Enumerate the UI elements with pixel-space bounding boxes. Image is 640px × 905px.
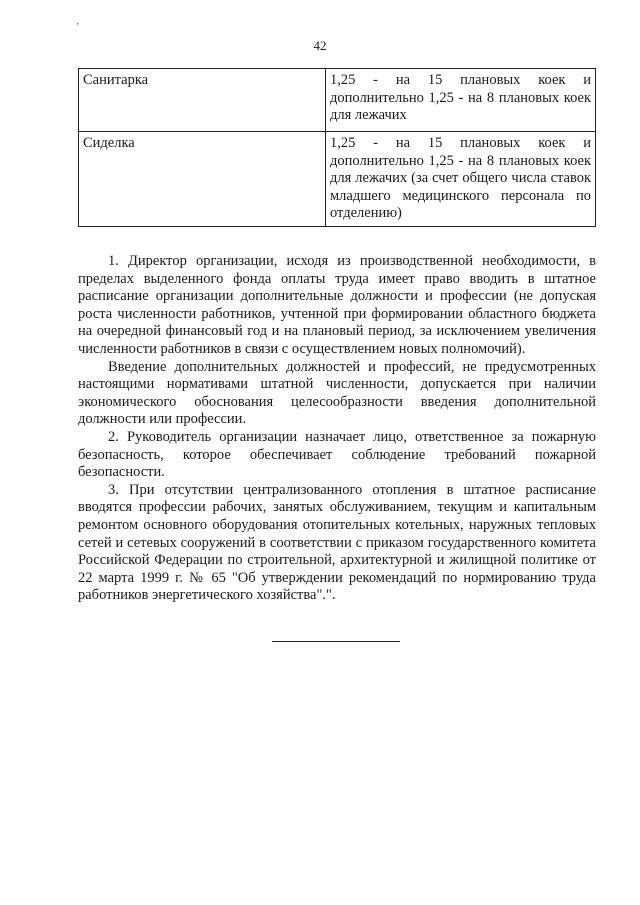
table-row [79, 132, 596, 227]
position-cell: Санитарка [79, 69, 326, 132]
paragraph-item-1-note: Введение дополнительных должностей и профессий, не предусмотренных настоящими нормативами штатной численности, допускается при наличии экономического обоснования целесообразности введения дополнительной должности или профессии. [78, 358, 596, 428]
closing-divider [272, 641, 400, 642]
scan-mark: ‚ [76, 16, 80, 27]
norm-cell: 1,25 - на 15 плановых коек и дополнительно 1,25 - на 8 плановых коек для лежачих (за счет общего числа ставок младшего медицинского персонала по отделению) [326, 132, 596, 227]
paragraph-item-3: 3. При отсутствии централизованного отопления в штатное расписание вводятся профессии рабочих, занятых обслуживанием, текущим и капитальным ремонтом основного оборудования отопительных котельных, наружных тепловых сетей и сетевых сооружений в соответствии с приказом государственного комитета Российской Федерации по строительной, архитектурной и жилищной политике от 22 марта 1999 г. № 65 "Об утверждении рекомендаций по нормированию труда работников энергетического хозяйства".". [78, 481, 596, 604]
norm-cell: 1,25 - на 15 плановых коек и дополнительно 1,25 - на 8 плановых коек для лежачих [326, 69, 596, 132]
paragraph-item-2: 2. Руководитель организации назначает лицо, ответственное за пожарную безопасность, которое обеспечивает соблюдение требований пожарной безопасности. [78, 428, 596, 481]
position-cell: Сиделка [79, 132, 326, 227]
staff-norms-table [78, 68, 596, 227]
table-row [79, 69, 596, 132]
paragraph-item-1: 1. Директор организации, исходя из производственной необходимости, в пределах выделенного фонда оплаты труда имеет право вводить в штатное расписание организации дополнительные должности и профессии (не допуская роста численности работников, учтенной при формировании областного бюджета на очередной финансовый год и на плановый период, за исключением увеличения численности работников в связи с осуществлением новых полномочий). [78, 253, 596, 357]
document-body [78, 253, 596, 605]
page-number: 42 [313, 38, 327, 53]
